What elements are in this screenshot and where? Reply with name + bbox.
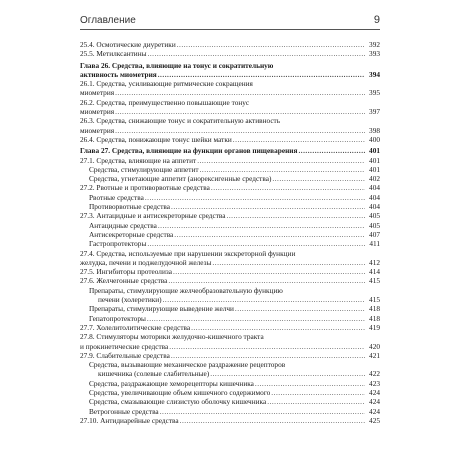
toc-entry-text: кишечника (солевые слабительные) — [98, 369, 210, 379]
dot-leader — [115, 107, 365, 116]
toc-entry-text: Средства, смазывающие слизистую оболочку кишечника — [89, 397, 267, 407]
toc-entry-text: Средства, раздражающие хеморецепторы кишечника — [89, 378, 254, 388]
dot-leader — [173, 267, 365, 276]
toc-entry-text: 27.2. Рвотные и противорвотные средства — [80, 183, 210, 193]
toc-entry-text-line1: 26.1. Средства, усиливающие ритмические сокращения — [80, 79, 253, 89]
running-header — [80, 14, 380, 30]
toc-page-number: 411 — [369, 239, 380, 249]
dot-leader — [180, 416, 365, 425]
toc-entry-text: Гепатопротекторы — [89, 313, 146, 323]
dot-leader — [168, 276, 365, 285]
toc-entry — [80, 267, 380, 276]
toc-page-number: 393 — [369, 49, 380, 59]
document-page — [80, 14, 380, 425]
toc-entry-text: Глава 27. Средства, влияющие на функции органов пищеварения — [80, 146, 298, 156]
toc-entry-text-line1: 26.3. Средства, снижающие тонус и сократительную активность — [80, 116, 281, 126]
toc-page-number: 412 — [369, 257, 380, 267]
toc-page-number: 392 — [369, 40, 380, 49]
toc-entry — [80, 174, 380, 183]
dot-leader — [197, 156, 365, 165]
toc-entry — [80, 211, 380, 220]
toc-entry — [80, 379, 380, 388]
toc-page-number: 421 — [369, 350, 380, 360]
toc-entry-text: 27.1. Средства, влияющие на аппетит — [80, 155, 197, 165]
toc-entry — [80, 193, 380, 202]
toc-entry-text: Рвотные средства — [89, 192, 144, 202]
dot-leader — [272, 174, 365, 183]
toc-entry — [80, 332, 380, 351]
toc-page-number: 402 — [369, 174, 380, 184]
dot-leader — [171, 202, 365, 211]
toc-entry — [80, 351, 380, 360]
toc-page-number: 404 — [369, 202, 380, 212]
toc-entry — [80, 135, 380, 144]
toc-page-number: 414 — [369, 267, 380, 277]
toc-entry-text: 26.4. Средства, понижающие тонус шейки матки — [80, 134, 232, 144]
toc-entry — [80, 230, 380, 239]
toc-entry — [80, 79, 380, 98]
toc-entry-text: миометрия — [80, 125, 115, 135]
toc-entry-text-line1: 27.4. Средства, используемые при нарушении экскреторной функции — [80, 248, 296, 258]
toc-page-number: 405 — [369, 211, 380, 221]
toc-entry-text: желудка, печени и поджелудочной железы — [80, 257, 212, 267]
toc-entry-text: 27.6. Желчегонные средства — [80, 276, 168, 286]
dot-leader — [115, 88, 365, 97]
toc-page-number: 425 — [369, 415, 380, 425]
toc-entry-text: Препараты, стимулирующие выведение желчи — [89, 304, 234, 314]
toc-entry — [80, 286, 380, 305]
toc-entry-text: миометрия — [80, 107, 115, 117]
dot-leader — [233, 135, 365, 144]
table-of-contents — [80, 40, 380, 425]
toc-entry — [80, 49, 380, 58]
toc-page-number: 395 — [369, 88, 380, 98]
toc-page-number: 407 — [369, 229, 380, 239]
toc-entry — [80, 360, 380, 379]
toc-entry-text: Антацидные средства — [89, 220, 157, 230]
dot-leader — [158, 70, 365, 79]
dot-leader — [147, 239, 365, 248]
toc-entry-text: 27.10. Антидиарейные средства — [80, 415, 179, 425]
dot-leader — [177, 40, 365, 49]
header-title: Оглавление — [80, 15, 136, 26]
toc-chapter — [80, 61, 380, 80]
toc-page-number: 424 — [369, 397, 380, 407]
toc-entry-text: 27.7. Холелитолитические средства — [80, 322, 191, 332]
toc-page-number: 424 — [369, 406, 380, 416]
toc-entry-text: Средства, стимулирующие аппетит — [89, 164, 199, 174]
toc-entry-text-line1: Средства, вызывающие механическое раздражение рецепторов — [89, 360, 286, 370]
toc-entry — [80, 276, 380, 285]
toc-page-number: 398 — [369, 125, 380, 135]
dot-leader — [160, 407, 365, 416]
toc-entry-text: и прокинетические средства — [80, 341, 169, 351]
toc-page-number: 401 — [369, 164, 380, 174]
toc-page-number: 404 — [369, 192, 380, 202]
toc-entry — [80, 407, 380, 416]
toc-entry-text-line1: Глава 26. Средства, влияющие на тонус и сократительную — [80, 60, 274, 70]
toc-entry — [80, 388, 380, 397]
toc-entry-text: Антисекреторные средства — [89, 229, 174, 239]
dot-leader — [271, 388, 365, 397]
toc-entry — [80, 314, 380, 323]
dot-leader — [163, 295, 365, 304]
dot-leader — [227, 211, 366, 220]
toc-entry-text: активность миометрия — [80, 69, 157, 79]
dot-leader — [171, 351, 365, 360]
dot-leader — [212, 258, 365, 267]
toc-entry-text: 27.5. Ингибиторы протеолиза — [80, 267, 172, 277]
toc-entry-text: 27.3. Антацидные и антисекреторные средства — [80, 211, 226, 221]
dot-leader — [191, 323, 365, 332]
dot-leader — [169, 342, 365, 351]
dot-leader — [147, 314, 365, 323]
toc-entry-text: миометрия — [80, 88, 115, 98]
toc-entry — [80, 156, 380, 165]
toc-entry — [80, 323, 380, 332]
toc-page-number: 424 — [369, 387, 380, 397]
toc-page-number: 419 — [369, 322, 380, 332]
page-number: 9 — [373, 14, 380, 26]
toc-page-number: 422 — [369, 369, 380, 379]
toc-entry-text: Средства, увеличивающие объем кишечного содержимого — [89, 387, 271, 397]
toc-page-number: 418 — [369, 304, 380, 314]
dot-leader — [200, 165, 365, 174]
toc-entry — [80, 221, 380, 230]
dot-leader — [298, 146, 365, 155]
dot-leader — [115, 126, 365, 135]
toc-page-number: 404 — [369, 183, 380, 193]
toc-entry-text: Гастропротекторы — [89, 239, 147, 249]
dot-leader — [211, 183, 365, 192]
toc-entry-text-line1: 27.8. Стимуляторы моторики желудочно-кишечного тракта — [80, 332, 264, 342]
dot-leader — [255, 379, 365, 388]
toc-page-number: 397 — [369, 107, 380, 117]
toc-page-number: 400 — [369, 134, 380, 144]
dot-leader — [174, 230, 365, 239]
toc-entry-text-line1: Препараты, стимулирующие желчеобразовательную функцию — [89, 285, 283, 295]
toc-entry — [80, 183, 380, 192]
toc-entry — [80, 202, 380, 211]
toc-entry — [80, 249, 380, 268]
dot-leader — [267, 397, 365, 406]
toc-page-number: 423 — [369, 378, 380, 388]
toc-page-number: 420 — [369, 341, 380, 351]
dot-leader — [148, 49, 365, 58]
toc-entry — [80, 116, 380, 135]
toc-page-number: 415 — [369, 295, 380, 305]
toc-entry — [80, 40, 380, 49]
dot-leader — [158, 221, 365, 230]
toc-entry-text: 27.9. Слабительные средства — [80, 350, 170, 360]
toc-entry — [80, 304, 380, 313]
toc-entry — [80, 416, 380, 425]
toc-entry-text-line1: 26.2. Средства, преимущественно повышающие тонус — [80, 97, 250, 107]
toc-page-number: 401 — [369, 146, 380, 156]
dot-leader — [235, 304, 365, 313]
toc-entry-text: Ветрогонные средства — [89, 406, 159, 416]
toc-entry — [80, 98, 380, 117]
dot-leader — [210, 369, 365, 378]
toc-page-number: 418 — [369, 313, 380, 323]
toc-entry — [80, 397, 380, 406]
dot-leader — [145, 193, 365, 202]
toc-chapter — [80, 146, 380, 155]
toc-entry — [80, 165, 380, 174]
toc-entry-text: Противорвотные средства — [89, 202, 171, 212]
toc-entry-text: 25.5. Метилксантины — [80, 49, 147, 59]
toc-page-number: 401 — [369, 155, 380, 165]
toc-page-number: 415 — [369, 276, 380, 286]
toc-page-number: 405 — [369, 220, 380, 230]
toc-entry-text: Средства, угнетающие аппетит (анорексигенные средства) — [89, 174, 272, 184]
toc-entry-text: 25.4. Осмотические диуретики — [80, 40, 176, 49]
toc-entry — [80, 239, 380, 248]
toc-page-number: 394 — [369, 69, 380, 79]
toc-entry-text: печени (холеретики) — [98, 295, 162, 305]
